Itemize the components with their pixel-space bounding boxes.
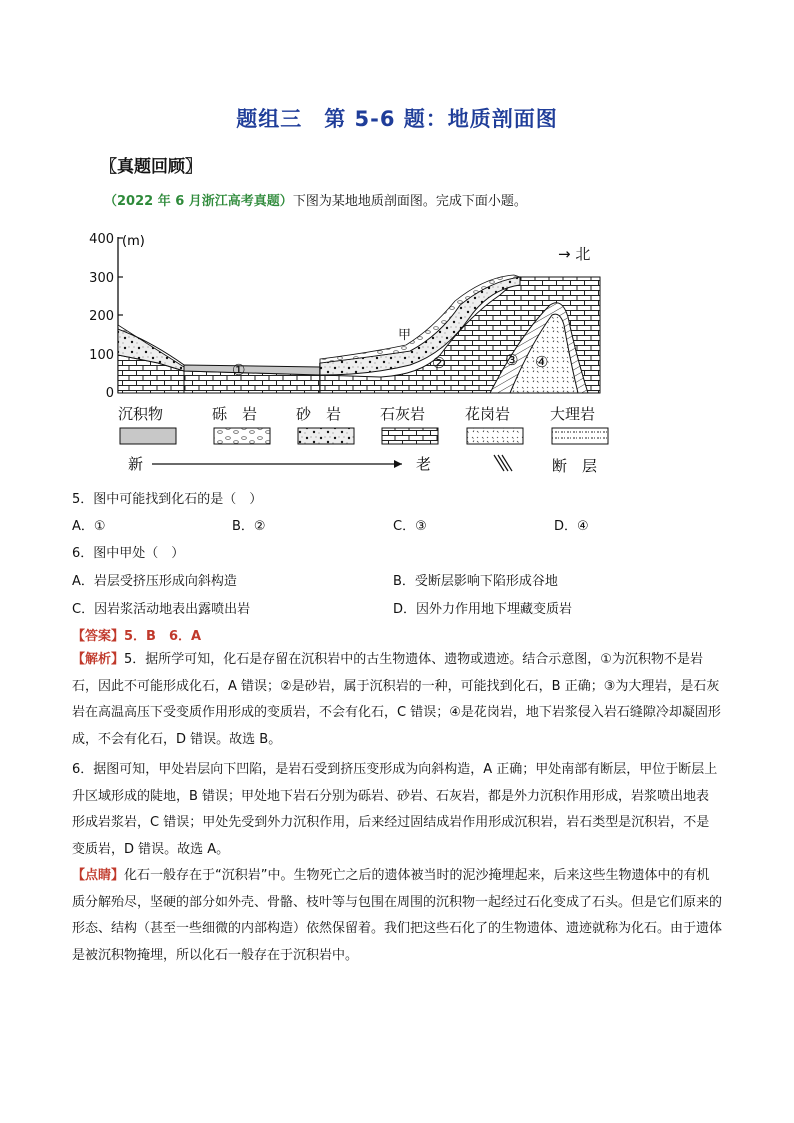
marker-4: ④	[535, 353, 549, 371]
question-intro	[104, 190, 527, 209]
legend-marble-swatch	[552, 428, 608, 444]
q6-option-b[interactable]: B．受断层影响下陷形成谷地	[393, 574, 558, 589]
analysis-q5-text: 5．据所学可知，化石是存留在沉积岩中的古生物遗体、遗物或遗迹。结合示意图，①为沉积物不是岩石，因此不可能形成化石，A 错误；②是砂岩，属于沉积岩的一种，可能找到化石，B 正确；③为大理岩，是石灰岩在高温高压下受变质作用形成的变质岩，不会有化石，C 错误；④是花岗岩，地下岩浆侵入岩石缝隙冷却凝固形成，不会有化石，D 错误。故选 B。	[72, 652, 721, 747]
jia-label: 甲	[398, 328, 412, 343]
age-arrowhead	[394, 460, 402, 468]
y-tick-label: 400	[89, 232, 114, 247]
answer-line	[72, 625, 201, 644]
intro-text: 下图为某地地质剖面图。完成下面小题。	[292, 194, 527, 209]
geologic-profile-figure	[80, 225, 640, 481]
legend-limestone-swatch	[382, 428, 438, 444]
key-point-tag: 【点睛】	[72, 868, 125, 883]
marker-1: ①	[232, 361, 246, 379]
legend-conglomerate-label: 砾 岩	[212, 405, 258, 423]
fault-legend-label: 断 层	[552, 457, 598, 475]
page-title: 题组三 第 5-6 题：地质剖面图	[236, 107, 558, 131]
y-tick-label: 200	[89, 309, 114, 324]
q6-option-a[interactable]: A．岩层受挤压形成向斜构造	[72, 574, 237, 589]
answer-tag: 【答案】	[72, 629, 125, 644]
legend-conglomerate-swatch	[214, 428, 270, 444]
legend-sediment-swatch	[120, 428, 176, 444]
q6-option-d[interactable]: D．因外力作用地下埋藏变质岩	[393, 602, 573, 617]
marker-2: ②	[432, 354, 446, 372]
question-5-stem: 5．图中可能找到化石的是（ ）	[72, 492, 263, 507]
key-point	[72, 863, 722, 969]
age-new-label: 新	[128, 455, 144, 473]
q5-option-b[interactable]: B．②	[232, 519, 266, 534]
legend-sandstone-swatch	[298, 428, 354, 444]
marker-3: ③	[505, 351, 519, 369]
q5-option-c[interactable]: C．③	[393, 519, 427, 534]
profile-svg	[80, 225, 640, 477]
y-tick-label: 300	[89, 271, 114, 286]
analysis-tag: 【解析】	[72, 652, 125, 667]
y-tick-label: 100	[89, 348, 114, 363]
question-6-stem: 6．图中甲处（ ）	[72, 546, 185, 561]
q5-option-a[interactable]: A．①	[72, 519, 106, 534]
question-source: （2022 年 6 月浙江高考真题）	[104, 194, 293, 209]
legend-granite-label: 花岗岩	[465, 405, 511, 423]
analysis-q5	[72, 647, 722, 753]
y-tick-label: 0	[105, 386, 114, 401]
q6-option-c[interactable]: C．因岩浆活动地表出露喷出岩	[72, 602, 251, 617]
legend-sediment-label: 沉积物	[118, 405, 164, 423]
unit-label: (m)	[122, 234, 145, 249]
north-arrow: → 北	[558, 245, 591, 263]
answer-value: 5．B 6．A	[124, 629, 202, 644]
fault-legend-icon	[494, 455, 512, 471]
legend-limestone-label: 石灰岩	[380, 405, 426, 423]
key-point-text: 化石一般存在于“沉积岩”中。生物死亡之后的遗体被当时的泥沙掩埋起来，后来这些生物遗体中的有机质分解殆尽，坚硬的部分如外壳、骨骼、枝叶等与包围在周围的沉积物一起经过石化变成了石头。但是它们原来的形态、结构（甚至一些细微的内部构造）依然保留着。我们把这些石化了的生物遗体、遗迹就称为化石。由于遗体是被沉积物掩埋，所以化石一般存在于沉积岩中。	[72, 868, 723, 963]
legend-sandstone-label: 砂 岩	[296, 405, 342, 423]
legend-marble-label: 大理岩	[550, 405, 596, 423]
age-old-label: 老	[416, 455, 432, 473]
q5-option-d[interactable]: D．④	[554, 519, 589, 534]
legend-granite-swatch	[467, 428, 523, 444]
analysis-q6: 6．据图可知，甲处岩层向下凹陷，是岩石受到挤压变形成为向斜构造，A 正确；甲处南部有断层，甲位于断层上升区域形成的陡地，B 错误；甲处地下岩石分别为砾岩、砂岩、石灰岩，都是外力沉积作用形成，岩浆喷出地表形成岩浆岩，C 错误；甲处先受到外力沉积作用，后来经过固结成岩作用形成沉积岩，岩石类型是沉积岩，不是变质岩，D 错误。故选 A。	[72, 762, 718, 857]
section-heading: 〖真题回顾〗	[100, 157, 202, 177]
